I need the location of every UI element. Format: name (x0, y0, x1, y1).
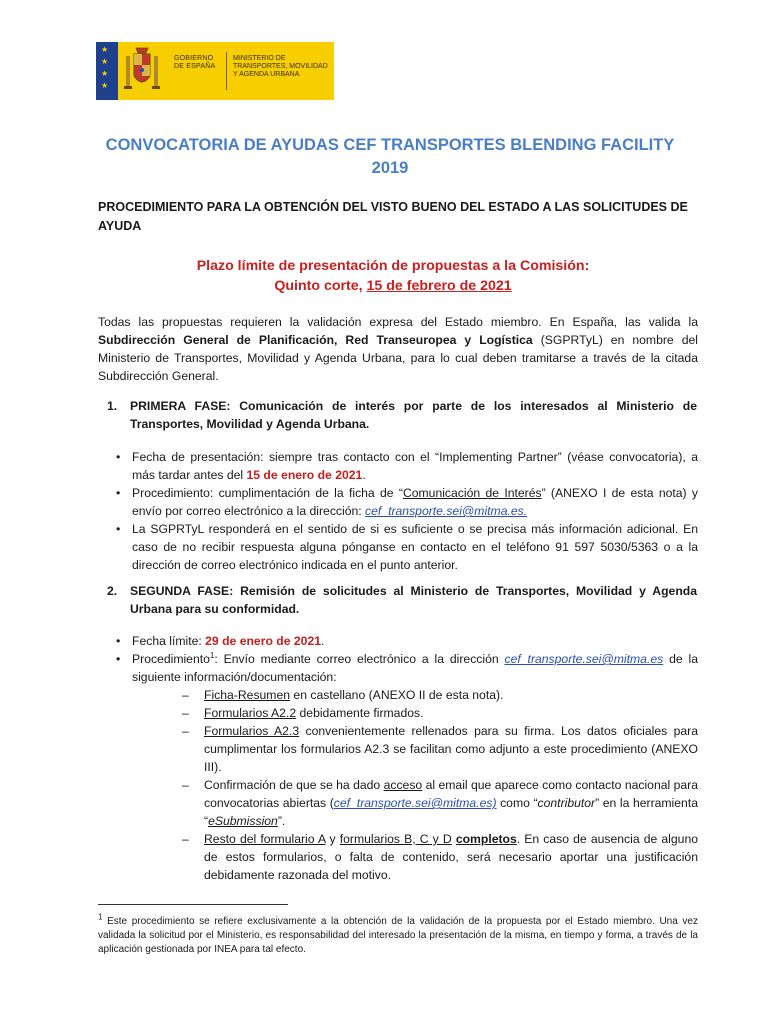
phase2-b1-date: 29 de enero de 2021 (205, 634, 322, 648)
phase1-b1-end: . (362, 468, 366, 482)
list-item (116, 632, 698, 650)
d2-rest: debidamente firmados. (296, 706, 424, 720)
phase2-b1-pre: Fecha límite: (132, 634, 206, 648)
list-item (182, 686, 698, 704)
intro-text-2: (SGPRTyL) en nombre del Ministerio de Transportes, Movilidad y Agenda Urbana, para lo cual deben tramitarse a través de la citada Subdirección General. (98, 333, 698, 383)
phase1-heading-text: PRIMERA FASE: Comunicación de interés por parte de los interesados al Ministerio de Transportes, Movilidad y Agenda Urbana. (130, 399, 697, 431)
government-header-logo (96, 42, 334, 100)
d4-pre: Confirmación de que se ha dado (204, 778, 384, 792)
gobierno-label: GOBIERNO DE ESPAÑA (174, 55, 216, 70)
deadline-prefix: Quinto corte, (274, 278, 367, 294)
formularios-bcd-link[interactable]: formularios B, C y D (339, 832, 452, 846)
deadline-line1: Plazo límite de presentación de propuestas a la Comisión: (196, 258, 590, 274)
d3-rest: convenientemente rellenados para su firma. Los datos oficiales para cumplimentar los formularios A2.3 se facilitan como adjunto a este procedimiento (ANEXO III). (204, 724, 699, 774)
bullet-icon: • (116, 450, 121, 464)
d5-y: y (325, 832, 340, 846)
completos-text: completos (455, 832, 517, 846)
intro-paragraph (98, 313, 698, 385)
documents-list (182, 686, 698, 884)
list-item (116, 448, 698, 484)
dash-icon: – (182, 778, 189, 792)
footnote (98, 912, 698, 957)
phase1-b1-date: 15 de enero de 2021 (246, 468, 363, 482)
bullet-icon: • (116, 522, 121, 536)
d1-rest: en castellano (ANEXO II de esta nota). (290, 688, 504, 702)
list-item (182, 704, 698, 722)
formularios-a23-link[interactable]: Formularios A2.3 (204, 724, 300, 738)
phase1-b1-text: Fecha de presentación: siempre tras contacto con el “Implementing Partner” (véase convocatoria), a más tardar antes del (132, 450, 698, 482)
list-item (116, 520, 698, 574)
email-link[interactable]: cef_transporte.sei@mitma.es (504, 652, 664, 666)
ministry-logo-box (118, 42, 334, 100)
email-link[interactable]: cef_transporte.sei@mitma.es. (365, 504, 528, 518)
list-item (182, 776, 698, 830)
phase1-b2-pre: Procedimiento: cumplimentación de la ficha de “ (132, 486, 403, 500)
phase1-number: 1. (107, 399, 118, 413)
comunicacion-interes-link[interactable]: Comunicación de Interés (402, 486, 542, 500)
ficha-resumen-link[interactable]: Ficha-Resumen (204, 688, 291, 702)
phase2-b1-end: . (321, 634, 325, 648)
phase1-heading (107, 397, 697, 433)
phase2-heading-text: SEGUNDA FASE: Remisión de solicitudes al Ministerio de Transportes, Movilidad y Agenda Urbana para su conformidad. (130, 584, 697, 616)
phase2-number: 2. (107, 584, 118, 598)
deadline-line2 (98, 276, 688, 296)
logo-divider (226, 52, 227, 90)
d4-mid2: como “ (496, 796, 538, 810)
footnote-number: 1 (98, 912, 103, 922)
list-item (116, 484, 698, 520)
bullet-icon: • (116, 634, 121, 648)
intro-text-1: Todas las propuestas requieren la validación expresa del Estado miembro. En España, las valida la (98, 315, 698, 329)
ministerio-label: MINISTERIO DE TRANSPORTES, MOVILIDAD Y AGENDA URBANA (233, 55, 328, 78)
phase1-list (116, 448, 698, 574)
esubmission-link[interactable]: eSubmission (208, 814, 278, 828)
phase1-b3-text: La SGPRTyL responderá en el sentido de si es suficiente o se precisa más información adicional. En caso de no recibir respuesta alguna pónganse en contacto en el teléfono 91 597 5030/5363 o a la dirección de correo electrónico indicada en el punto anterior. (132, 522, 698, 572)
coat-of-arms-icon (122, 46, 162, 96)
phase2-list (116, 632, 698, 686)
deadline-block (98, 256, 688, 296)
phase2-b2-pre: Procedimiento (132, 652, 210, 666)
d4-mid3: ” en la herramienta “ (204, 796, 698, 828)
formularios-a22-link[interactable]: Formularios A2.2 (204, 706, 297, 720)
dash-icon: – (182, 724, 189, 738)
list-item (116, 650, 698, 686)
list-item (182, 830, 698, 884)
document-title: CONVOCATORIA DE AYUDAS CEF TRANSPORTES BLENDING FACILITY 2019 (105, 136, 675, 177)
d4-mid: al email que aparece como contacto nacional para convocatorias abiertas ( (204, 778, 699, 810)
phase2-heading (107, 582, 697, 618)
dash-icon: – (182, 832, 189, 846)
eu-flag-strip: ★ ★ ★ ★ (96, 42, 118, 100)
phase1-b2-mid: ” (ANEXO I de esta nota) y envío por correo electrónico a la dirección: (132, 486, 699, 518)
phase2-b2-end: de la siguiente información/documentación: (132, 652, 698, 684)
bullet-icon: • (116, 486, 121, 500)
d4-end: ”. (277, 814, 286, 828)
document-subtitle: PROCEDIMIENTO PARA LA OBTENCIÓN DEL VISTO BUENO DEL ESTADO A LAS SOLICITUDES DE AYUDA (98, 200, 688, 233)
contributor-text: contributor (537, 796, 596, 810)
deadline-date: 15 de febrero de 2021 (366, 278, 512, 294)
footnote-separator (98, 904, 288, 905)
intro-bold: Subdirección General de Planificación, Red Transeuropea y Logística (98, 333, 533, 347)
d5-rest: . En caso de ausencia de alguno de estos formularios, o falta de contenido, será necesario aportar una justificación debidamente razonada del motivo. (204, 832, 698, 882)
phase2-b2-mid: : Envío mediante correo electrónico a la dirección (214, 652, 505, 666)
acceso-link[interactable]: acceso (383, 778, 423, 792)
formulario-a-link[interactable]: Resto del formulario A (204, 832, 326, 846)
dash-icon: – (182, 706, 189, 720)
footnote-text: Este procedimiento se refiere exclusivamente a la obtención de la validación de la propuesta por el Estado miembro. Una vez validada la solicitud por el Ministerio, es responsabilidad del interesado la presentación de la misma, en tiempo y forma, a través de la aplicación gestionada por INEA para tal efecto. (98, 916, 698, 955)
footnote-ref[interactable]: 1 (209, 650, 215, 660)
list-item (182, 722, 698, 776)
bullet-icon: • (116, 652, 121, 666)
email-link[interactable]: cef_transporte.sei@mitma.es) (333, 796, 497, 810)
dash-icon: – (182, 688, 189, 702)
